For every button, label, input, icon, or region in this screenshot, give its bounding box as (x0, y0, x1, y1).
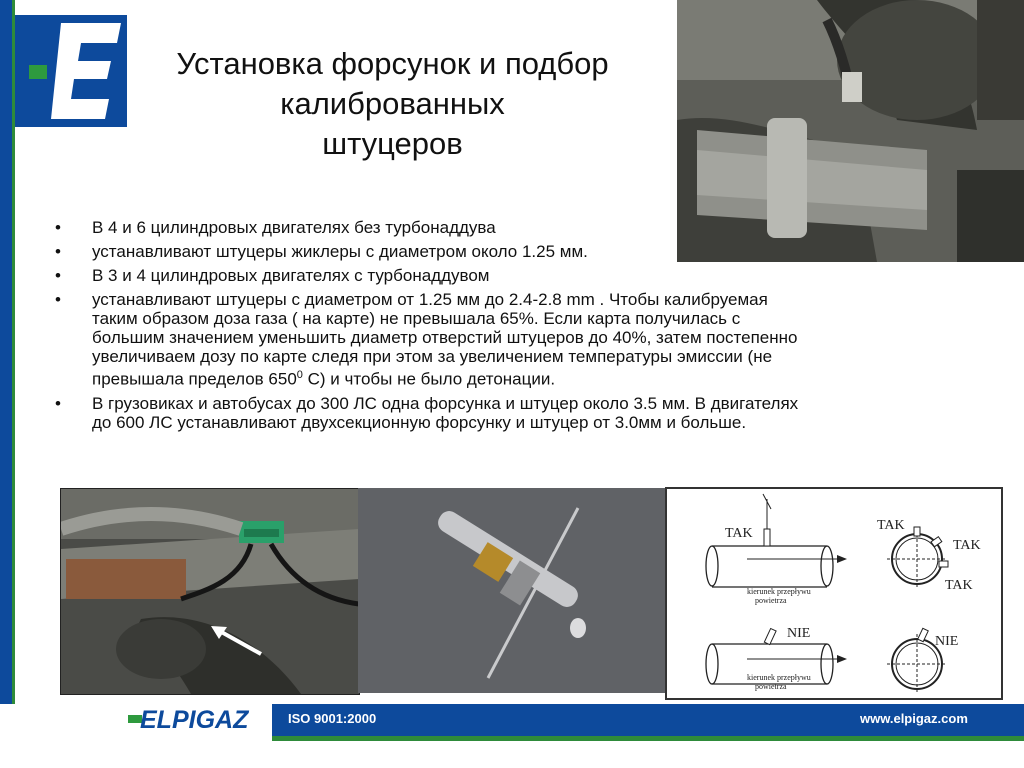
label-flow-1: kierunek przepływu (747, 587, 811, 596)
bullet-text: устанавливают штуцеры с диаметром от 1.25 мм до 2.4-2.8 mm . Чтобы калибруемая (92, 290, 768, 309)
bullet-list (55, 218, 955, 437)
bullet-text-part: превышала пределов 650 (92, 369, 297, 389)
slide-title (140, 44, 645, 164)
bullet-item (55, 394, 955, 432)
bullet-text: устанавливают штуцеры жиклеры с диаметром около 1.25 мм. (92, 242, 588, 261)
label-tak: TAK (725, 526, 753, 541)
bullet-text: таким образом доза газа ( на карте) не превышала 65%. Если карта получилась с (92, 309, 741, 328)
footer-green-bar (272, 736, 1024, 741)
label-tak: TAK (953, 538, 981, 553)
bullet-text (92, 366, 955, 389)
bullet-dot: • (55, 242, 61, 261)
bullet-item (55, 290, 955, 389)
calibrated-nozzle-photo (358, 488, 665, 693)
label-flow-2: powietrza (755, 596, 787, 605)
footer-iso-text: ISO 9001:2000 (288, 711, 377, 726)
engine-injector-photo (60, 488, 360, 695)
bullet-text: большим значением уменьшить диаметр отверстий штуцеров до 40%, затем постепенно (92, 328, 798, 347)
elpigaz-e-logo (15, 15, 127, 127)
bullet-item (55, 218, 955, 237)
bullet-text: В 3 и 4 цилиндровых двигателях с турбонаддувом (92, 266, 490, 285)
title-line: калиброванных (280, 86, 505, 121)
label-tak: TAK (877, 518, 905, 533)
label-nie: NIE (935, 634, 959, 649)
degree-superscript: 0 (296, 369, 303, 381)
footer-brand-logo: ELPIGAZ (140, 706, 249, 734)
footer-website-link[interactable]: www.elpigaz.com (860, 711, 968, 726)
title-line: штуцеров (322, 126, 463, 161)
label-tak: TAK (945, 578, 973, 593)
left-accent-stripe (0, 0, 12, 704)
bullet-text-part: С) и чтобы не было детонации. (302, 369, 556, 389)
bullet-dot: • (55, 393, 61, 413)
label-nie: NIE (787, 626, 811, 641)
label-flow-2: powietrza (755, 682, 787, 691)
bullet-text: увеличиваем дозу по карте следя при этом за увеличением температуры эмиссии (не (92, 347, 773, 366)
bullet-text: до 600 ЛС устанавливают двухсекционную форсунку и штуцер от 3.0мм и больше. (92, 412, 747, 432)
bullet-item (55, 242, 955, 261)
bullet-dot: • (55, 218, 61, 237)
installation-diagram (665, 487, 1003, 700)
bullet-dot: • (55, 290, 61, 309)
title-line: Установка форсунок и подбор (176, 46, 609, 81)
bullet-text: В грузовиках и автобусах до 300 ЛС одна форсунка и штуцер около 3.5 мм. В двигателях (92, 393, 799, 413)
logo-e-letter (51, 23, 121, 119)
bullet-item (55, 266, 955, 285)
bullet-dot: • (55, 266, 61, 285)
bullet-text: В 4 и 6 цилиндровых двигателях без турбонаддува (92, 218, 496, 237)
label-flow-1: kierunek przepływu (747, 673, 811, 682)
logo-dash (29, 65, 47, 79)
